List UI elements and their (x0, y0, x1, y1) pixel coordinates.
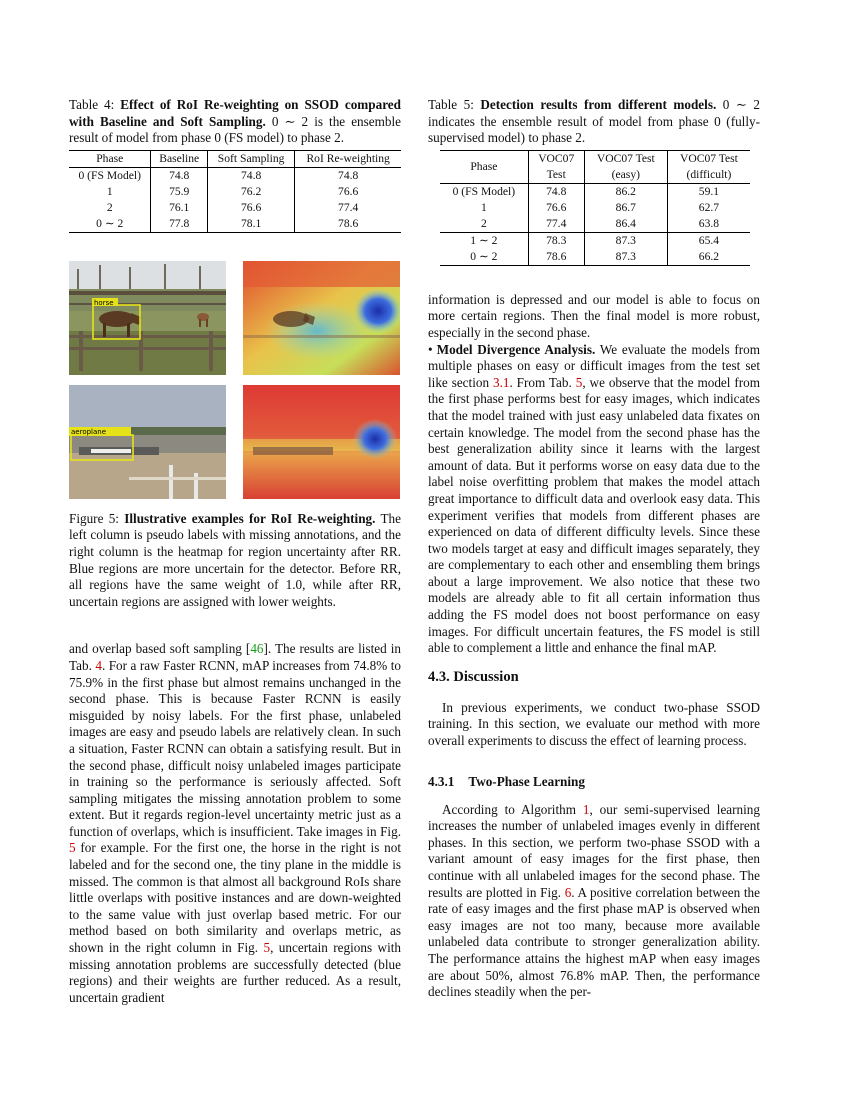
table-row: 2 77.4 86.4 63.8 (440, 216, 750, 233)
table4-caption: Table 4: Effect of RoI Re-weighting on SSOD compared with Baseline and Soft Sampling. 0 ∼ 2 is the ensemble result of model from phase 0 (FS model) to phase 2. (69, 97, 401, 146)
aeroplane-label: aeroplane (71, 427, 107, 436)
figure-ref-link[interactable]: 5 (263, 940, 271, 956)
figure-ref-link[interactable]: 5 (69, 840, 76, 856)
horse-photo (69, 261, 226, 375)
discussion-paragraph: In previous experiments, we conduct two-phase SSOD training. In this section, we evaluate our method with more overall experiments to discuss the effect of learning process. (428, 699, 760, 749)
table5-caption: Table 5: Detection results from different models. 0 ∼ 2 indicates the ensemble result of model from phase 0 (fully-supervised model) to phase 2. (428, 97, 761, 146)
section-ref-link[interactable]: 3.1 (492, 374, 510, 390)
table-row: 1 75.9 76.2 76.6 (69, 184, 401, 200)
right-column (428, 97, 760, 1001)
algorithm-ref-link[interactable]: 1 (582, 801, 590, 817)
figure5-caption: Figure 5: Illustrative examples for RoI Re-weighting. The left column is pseudo labels with missing annotations, and the right column is the heatmap for region uncertainty after RR. Blue regions are more uncertain for the detector. Before RR, all regions have the same weight of 1.0, while after RR, uncertain regions are assigned with lower weights. (69, 510, 401, 609)
table-row: 0 (FS Model) 74.8 86.2 59.1 (440, 183, 750, 200)
right-body-paragraph-1: information is depressed and our model is able to focus on more certain regions. Then the final model is more robust, especially in the second phase. (428, 291, 760, 340)
horse-label: horse (94, 298, 114, 307)
table-row: 0 (FS Model) 74.8 74.8 74.8 (69, 167, 401, 184)
table-ref-link[interactable]: 4 (95, 657, 102, 673)
figure-ref-link[interactable]: 6 (564, 884, 572, 900)
table-row: 0 ∼ 2 77.8 78.1 78.6 (69, 216, 401, 233)
airport-photo (69, 385, 226, 499)
left-column (69, 97, 401, 1006)
table-row: 1 76.6 86.7 62.7 (440, 200, 750, 216)
airport-heatmap (243, 385, 400, 499)
figure5-images (69, 261, 401, 499)
model-divergence-paragraph: • Model Divergence Analysis. We evaluate the models from multiple phases on easy or difficult images from the test set like section 3.1. From Tab. 5, we observe that the model from the first phase performs best for easy images, which indicates that the model trained with just easy unlabeled data fixates on certain knowledge. The model from the second phase has the best generalization ability since it learns with the largest amount of data. But it performs worse on easy data due to the label noise overfitting problem that makes the model attach great importance to difficult data and overlook easy data. This experiment verifies that models from different phases are experienced on data of different difficulty levels. Since these two models target at easy and difficult images separately, they are complementary to each other and ensembling them brings about a large improvement. We also notice that these two models are already able to fit all certain information thus adding the FS model does not boost performance on easy images. For difficult uncertain features, the FS model is still able to complement a little and enhance the final mAP. (428, 341, 761, 656)
table-row: 0 ∼ 2 78.6 87.3 66.2 (440, 249, 750, 266)
table-row: 2 76.1 76.6 77.4 (69, 200, 401, 216)
horse-heatmap (243, 261, 400, 375)
section-heading-discussion: 4.3. Discussion (428, 668, 519, 685)
left-body-paragraph: and overlap based soft sampling [46]. The results are listed in Tab. 4. For a raw Faster RCNN, mAP increases from 74.8% to 75.9% in the first phase but almost remains unchanged in the second phase. This is because Faster RCNN is easily misguided by noisy labels. For the first phase, unlabeled images are easy and pseudo labels are relatively clean. In such a situation, Faster RCNN can obtain a satisfying result. But in the second phase, difficult noisy unlabeled images participate in training so the performance is seriously affected. Soft sampling mitigates the missing annotation problem to some extent. But it regards region-level uncertainty metric just as a function of overlaps, which is insufficient. Take images in Fig. 5 for example. For the first one, the horse in the right is not labeled and for the second one, the tiny plane in the middle is missed. The common is that almost all background RoIs share little overlaps with positive instances and are down-weighted to the same value with just overlap based metric. For our method based on both similarity and overlaps metric, as shown in the right column in Fig. 5, uncertain regions with missing annotation problems are successfully detected (blue regions) and their weights are further reduced. As a result, uncertain gradient (69, 641, 402, 1005)
table4: Phase Baseline Soft Sampling RoI Re-weighting 0 (FS Model) 74.8 74.8 74.8 1 75.9 76.2 76.6 2 76.1 76.6 77.4 0 ∼ 2 77.8 78.1 78.6 (69, 150, 401, 233)
table-row: 1 ∼ 2 78.3 87.3 65.4 (440, 232, 750, 249)
table-ref-link[interactable]: 5 (575, 374, 583, 390)
table5: Phase VOC07 VOC07 Test VOC07 Test Test (easy) (difficult) 0 (FS Model) 74.8 86.2 59.1 1 76.6 86.7 62.7 2 77.4 86.4 63.8 1 ∼ 2 78.3 87.3 65.4 0 ∼ 2 78.6 87.3 66.2 (440, 150, 750, 266)
citation-link[interactable]: 46 (250, 641, 264, 657)
subsection-heading-two-phase: 4.3.1 Two-Phase Learning (428, 773, 585, 789)
bullet-icon: • (428, 341, 433, 357)
two-phase-paragraph: According to Algorithm 1, our semi-supervised learning increases the number of unlabeled images evenly in different phases. In this section, we perform two-phase SSOD with a variant amount of easy images for the first phase, then continue with all unlabeled images for the second phase. The results are plotted in Fig. 6. A positive correlation between the rate of easy images and the first phase mAP is observed when easy images are not too many, because more available unlabeled data contribute to stronger generalization ability. The performance attains the highest mAP when easy images are about 50%, almost 76.8% mAP. Then, the performance declines steadily when the per- (428, 801, 760, 1000)
